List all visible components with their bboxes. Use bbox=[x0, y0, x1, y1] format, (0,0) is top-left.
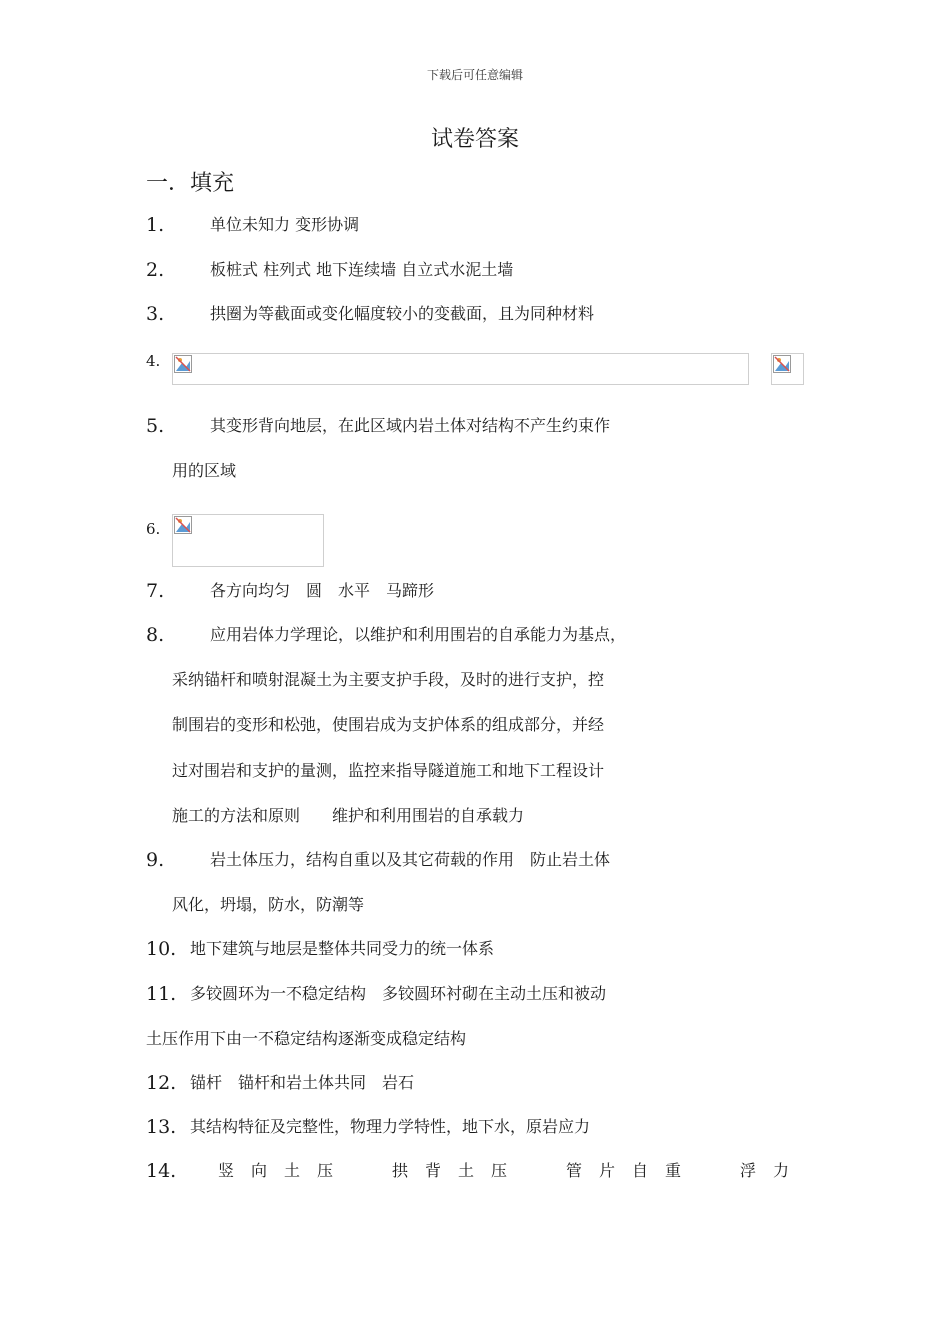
answer-8-line-3: 制围岩的变形和松弛，使围岩成为支护体系的组成部分，并经 bbox=[172, 715, 605, 734]
answer-8-line-5: 施工的方法和原则 维护和利用围岩的自承载力 bbox=[172, 806, 525, 825]
answer-8-line-1 bbox=[146, 620, 627, 650]
term-vertical-earth-pressure: 竖向土压 bbox=[218, 1161, 351, 1180]
answer-number: 2. bbox=[146, 259, 165, 281]
answer-6-figure-image bbox=[172, 514, 324, 567]
answer-5-line-1 bbox=[146, 411, 806, 441]
answer-11-line-1 bbox=[146, 979, 607, 1009]
answer-4-formula-image bbox=[172, 353, 749, 385]
broken-image-icon bbox=[174, 516, 192, 534]
answer-8-line-4: 过对围岩和支护的量测，监控来指导隧道施工和地下工程设计 bbox=[172, 761, 605, 780]
answer-13 bbox=[146, 1112, 591, 1142]
answer-text: 多铰圆环为一不稳定结构 多铰圆环衬砌在主动土压和被动 bbox=[190, 984, 607, 1003]
section-heading: 一．填充 bbox=[146, 171, 235, 196]
answer-6-number: 6. bbox=[146, 520, 161, 538]
answer-number: 10. bbox=[146, 938, 177, 960]
answer-11-line-2: 土压作用下由一不稳定结构逐渐变成稳定结构 bbox=[146, 1029, 467, 1048]
answer-number: 11. bbox=[146, 983, 177, 1005]
answer-number: 14. bbox=[146, 1160, 177, 1182]
answer-number: 5. bbox=[146, 415, 165, 437]
answer-10 bbox=[146, 934, 495, 964]
broken-image-icon bbox=[773, 355, 791, 373]
term-buoyancy: 浮力 bbox=[739, 1161, 806, 1180]
answer-12 bbox=[146, 1068, 415, 1098]
page-header-note: 下载后可任意编辑 bbox=[426, 68, 523, 82]
answer-5-line-2: 用的区域 bbox=[172, 461, 237, 480]
answer-text: 板桩式 柱列式 地下连续墙 自立式水泥土墙 bbox=[210, 260, 514, 279]
answer-number: 9. bbox=[146, 849, 165, 871]
answer-text: 地下建筑与地层是整体共同受力的统一体系 bbox=[190, 939, 495, 958]
answer-number: 8. bbox=[146, 624, 165, 646]
answer-4-formula-image-2 bbox=[771, 353, 804, 385]
answer-number: 3. bbox=[146, 303, 165, 325]
answer-text: 其结构特征及完整性，物理力学特性，地下水，原岩应力 bbox=[190, 1117, 591, 1136]
answer-number: 13. bbox=[146, 1116, 177, 1138]
answer-8-line-2: 采纳锚杆和喷射混凝土为主要支护手段，及时的进行支护，控 bbox=[172, 670, 605, 689]
answer-4-number: 4. bbox=[146, 352, 161, 370]
broken-image-icon bbox=[174, 355, 192, 373]
answer-number: 1. bbox=[146, 214, 165, 236]
page-title: 试卷答案 bbox=[430, 127, 519, 152]
answer-7 bbox=[146, 576, 435, 606]
answer-number: 7. bbox=[146, 580, 165, 602]
answer-text: 各方向均匀 圆 水平 马蹄形 bbox=[210, 581, 435, 600]
answer-text: 锚杆 锚杆和岩土体共同 岩石 bbox=[190, 1073, 415, 1092]
answer-9-line-1 bbox=[146, 845, 611, 875]
answer-text: 岩土体压力，结构自重以及其它荷载的作用 防止岩土体 bbox=[210, 850, 611, 869]
answer-14-terms bbox=[218, 1156, 806, 1186]
answer-text: 拱圈为等截面或变化幅度较小的变截面，且为同种材料 bbox=[210, 304, 595, 323]
answer-2 bbox=[146, 255, 514, 285]
answer-14 bbox=[146, 1156, 806, 1186]
answer-9-line-2: 风化，坍塌，防水，防潮等 bbox=[172, 895, 365, 914]
term-arch-back-earth-pressure: 拱背土压 bbox=[391, 1161, 524, 1180]
answer-1 bbox=[146, 210, 360, 240]
answer-number: 12. bbox=[146, 1072, 177, 1094]
answer-text: 其变形背向地层，在此区域内岩土体对结构不产生约束作 bbox=[210, 416, 611, 435]
answer-3 bbox=[146, 299, 595, 329]
answer-text: 单位未知力 变形协调 bbox=[210, 215, 360, 234]
answer-text: 应用岩体力学理论，以维护和利用围岩的自承能力为基点， bbox=[210, 625, 627, 644]
term-segment-self-weight: 管片自重 bbox=[565, 1161, 698, 1180]
